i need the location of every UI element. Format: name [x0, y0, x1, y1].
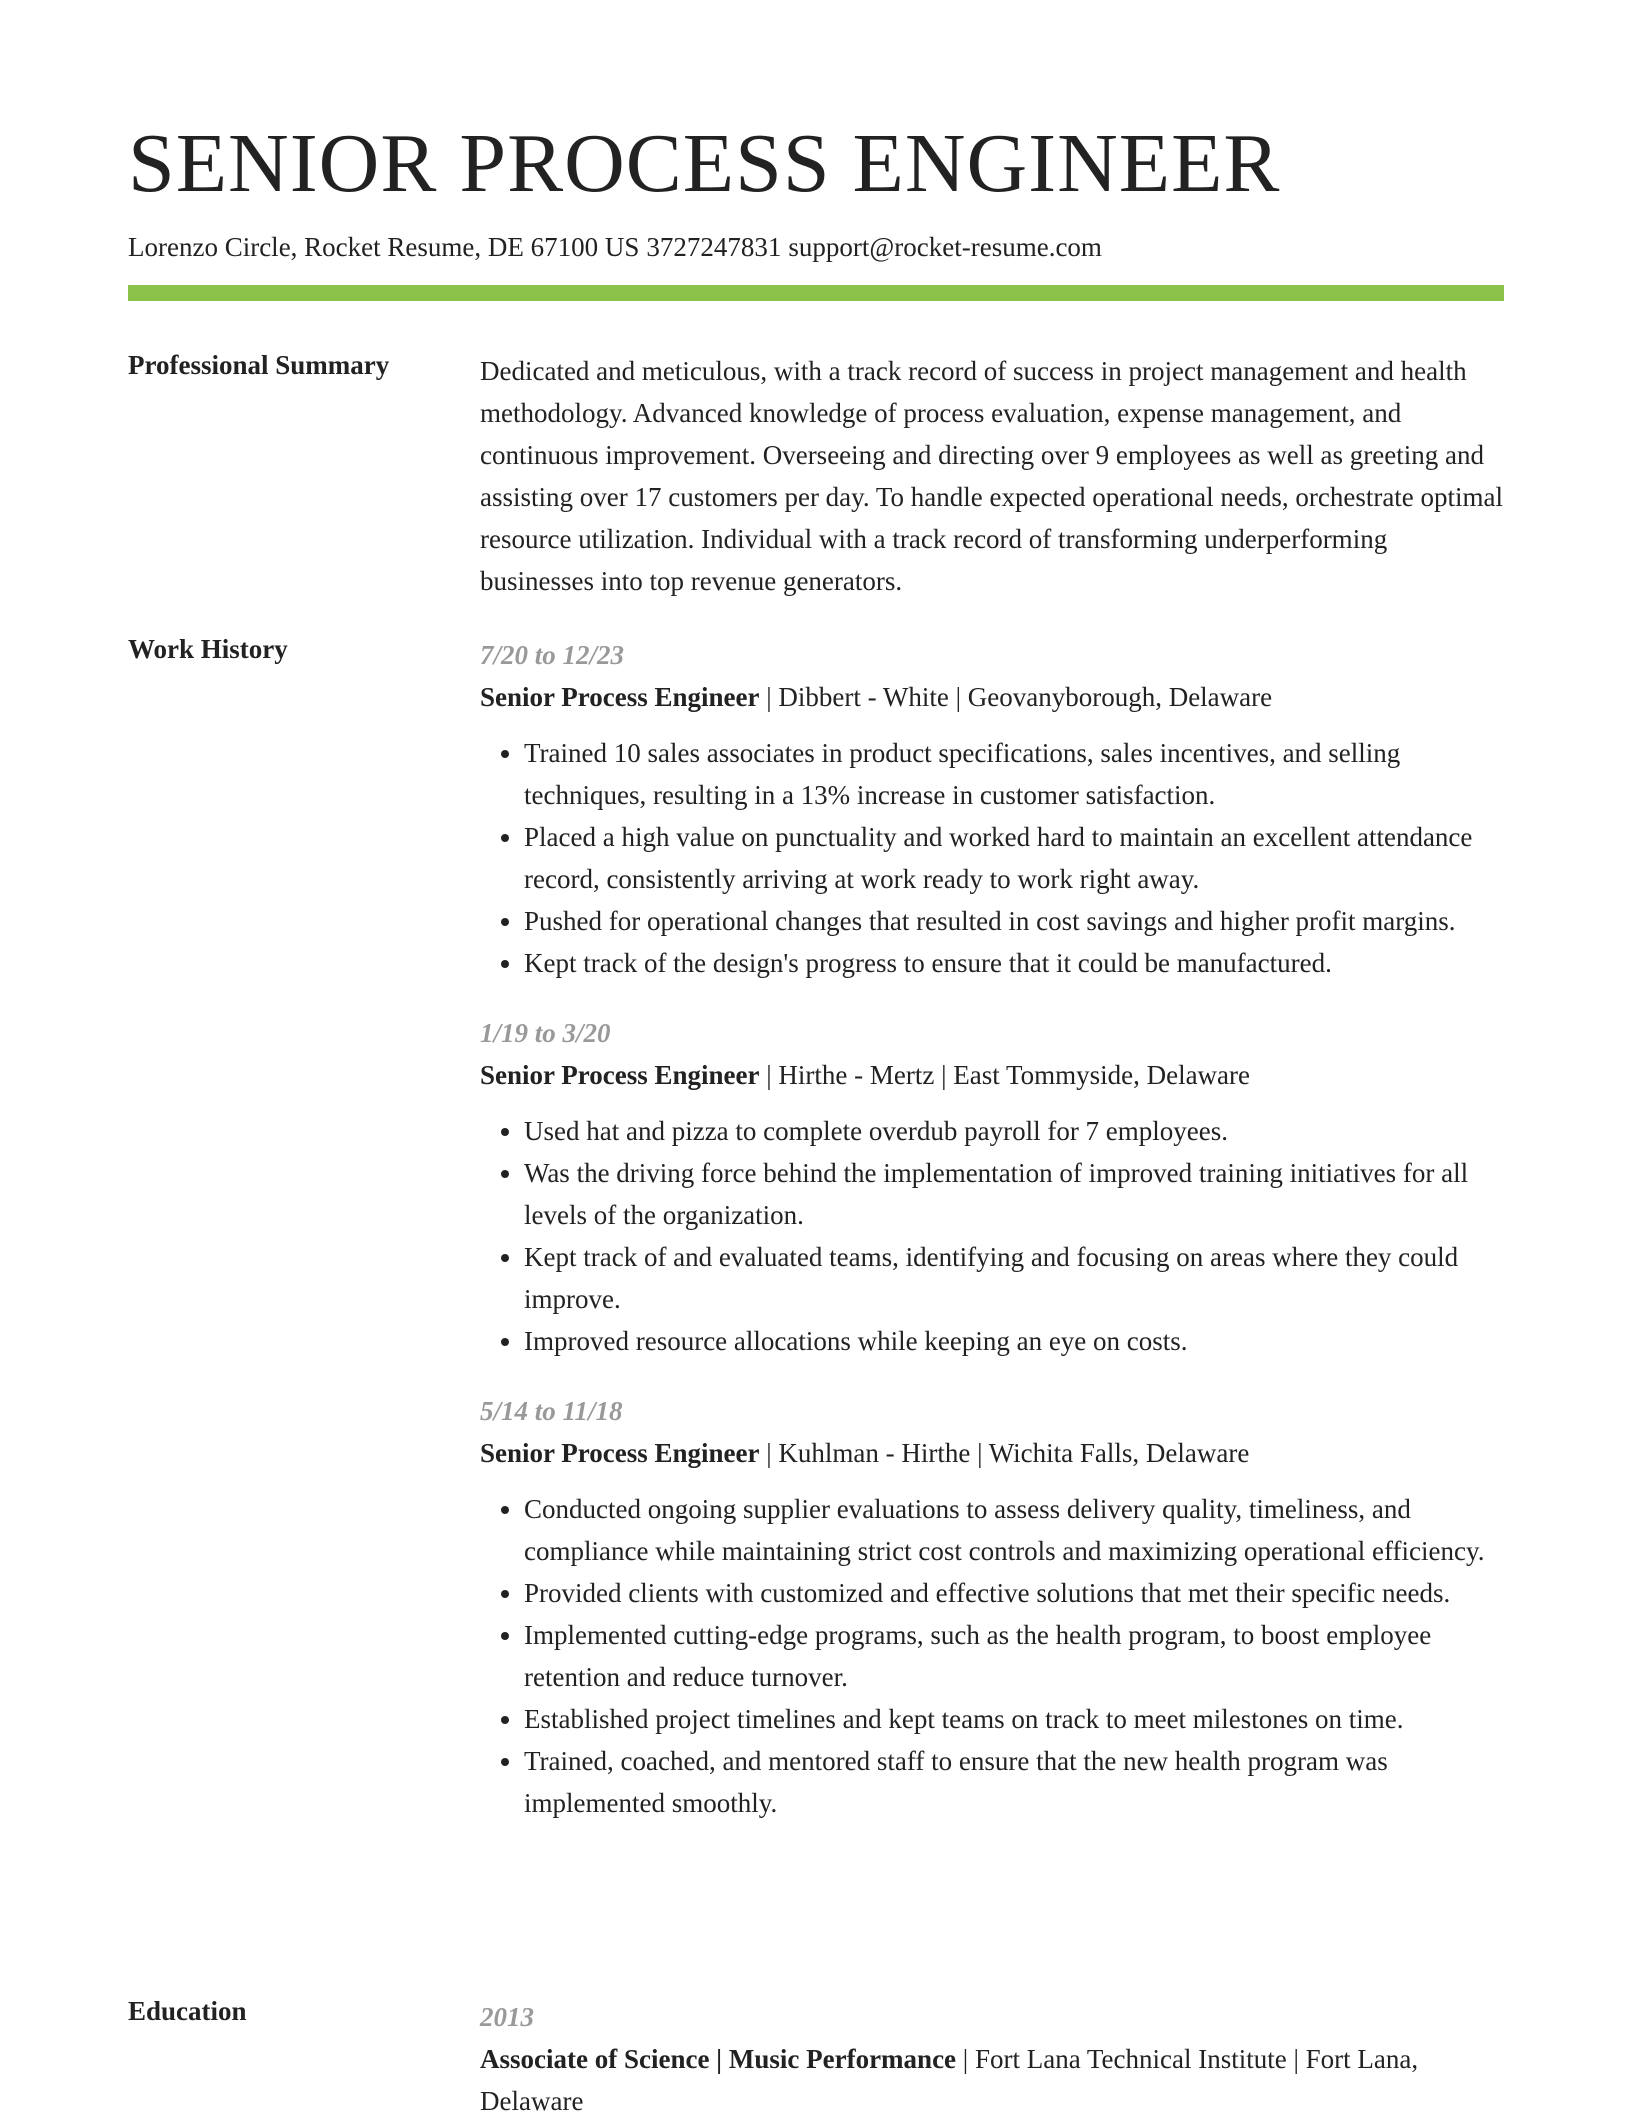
contact-email: support@rocket-resume.com [788, 232, 1102, 262]
job-bullet: • Used hat and pizza to complete overdub payroll for 7 employees. [524, 1110, 1506, 1152]
education-label: Education [128, 1996, 247, 2026]
job-entry [480, 634, 1506, 984]
contact-line [128, 232, 1102, 263]
job-bullet: • Placed a high value on punctuality and worked hard to maintain an excellent attendance record, consistently arriving at work ready to work right away. [524, 816, 1506, 900]
resume-title: SENIOR PROCESS ENGINEER [128, 117, 1281, 210]
job-bullets [480, 1110, 1506, 1362]
summary-label: Professional Summary [128, 350, 390, 380]
job-details: | Hirthe - Mertz | East Tommyside, Delaware [759, 1060, 1251, 1090]
job-bullet: • Implemented cutting-edge programs, such as the health program, to boost employee retention and reduce turnover. [524, 1614, 1506, 1698]
job-role: Senior Process Engineer [480, 1438, 760, 1468]
job-bullet: • Pushed for operational changes that resulted in cost savings and higher profit margins. [524, 900, 1506, 942]
job-bullets [480, 732, 1506, 984]
job-bullet: • Was the driving force behind the implementation of improved training initiatives for all levels of the organization. [524, 1152, 1506, 1236]
work-history-label: Work History [128, 634, 288, 664]
job-role: Senior Process Engineer [480, 682, 760, 712]
education-details: | Fort Lana Technical Institute | Fort Lana, Delaware [480, 2044, 1419, 2116]
job-entry [480, 1012, 1506, 1362]
job-bullets [480, 1488, 1506, 1824]
job-bullet: • Conducted ongoing supplier evaluations to assess delivery quality, timeliness, and compliance while maintaining strict cost controls and maximizing operational efficiency. [524, 1488, 1506, 1572]
job-role: Senior Process Engineer [480, 1060, 760, 1090]
job-bullet: • Trained, coached, and mentored staff to ensure that the new health program was implemented smoothly. [524, 1740, 1506, 1824]
job-dates: 1/19 to 3/20 [480, 1018, 611, 1048]
education-degree: Associate of Science | Music Performance [480, 2044, 957, 2074]
job-dates: 7/20 to 12/23 [480, 640, 625, 670]
contact-phone: 3727247831 [646, 232, 782, 262]
contact-address: Lorenzo Circle, Rocket Resume, DE 67100 US [128, 232, 640, 262]
job-bullet: • Trained 10 sales associates in product specifications, sales incentives, and selling techniques, resulting in a 13% increase in customer satisfaction. [524, 732, 1506, 816]
job-bullet: • Provided clients with customized and effective solutions that met their specific needs. [524, 1572, 1506, 1614]
job-details: | Dibbert - White | Geovanyborough, Delaware [759, 682, 1273, 712]
education-year: 2013 [480, 2002, 534, 2032]
job-dates: 5/14 to 11/18 [480, 1396, 623, 1426]
job-bullet: • Established project timelines and kept teams on track to meet milestones on time. [524, 1698, 1506, 1740]
job-details: | Kuhlman - Hirthe | Wichita Falls, Delaware [759, 1438, 1250, 1468]
job-bullet: • Improved resource allocations while keeping an eye on costs. [524, 1320, 1506, 1362]
summary-text: Dedicated and meticulous, with a track record of success in project management and health methodology. Advanced knowledge of process evaluation, expense management, and continuous improvement. Overseeing and directing over 9 employees as well as greeting and assisting over 17 customers per day. To handle expected operational needs, orchestrate optimal resource utilization. Individual with a track record of transforming underperforming businesses into top revenue generators. [480, 356, 1504, 596]
job-entry [480, 1390, 1506, 1824]
header-divider [128, 285, 1504, 301]
job-bullet: • Kept track of the design's progress to ensure that it could be manufactured. [524, 942, 1506, 984]
job-bullet: • Kept track of and evaluated teams, identifying and focusing on areas where they could improve. [524, 1236, 1506, 1320]
